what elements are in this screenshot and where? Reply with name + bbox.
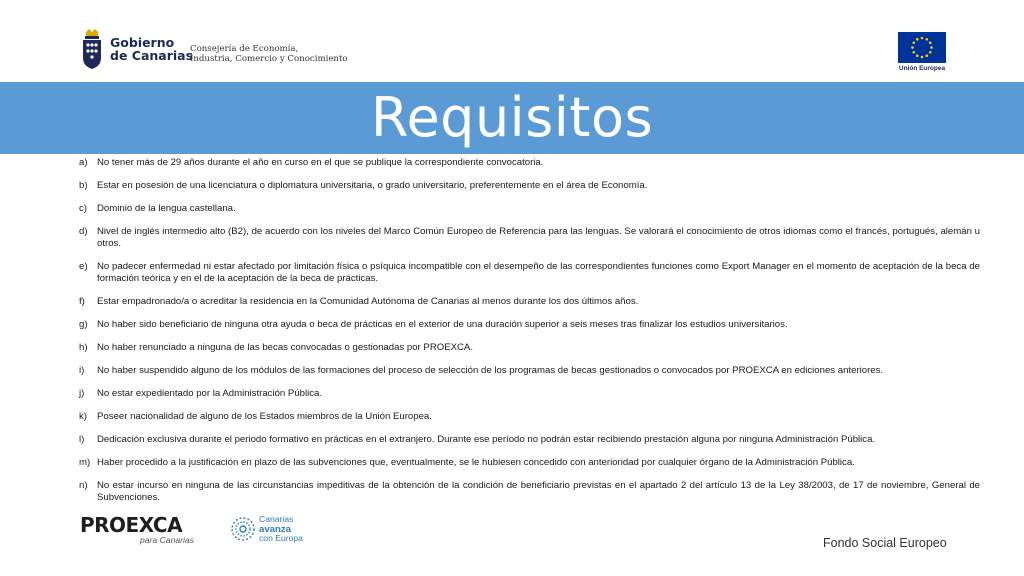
item-letter: k) <box>79 411 87 422</box>
eu-logo <box>898 32 946 72</box>
proexca-wordmark: PROEXCA <box>80 513 183 537</box>
eu-star <box>925 38 928 41</box>
item-text: Haber procedido a la justificación en plazo de las subvenciones que, eventualmente, se le hubiesen concedido con anterioridad por cualquier órgano de la Administración Pública. <box>97 457 855 468</box>
eu-star <box>916 54 919 57</box>
item-text: No estar expedientado por la Administración Pública. <box>97 388 323 399</box>
gov-name-line1: Gobierno <box>110 35 175 50</box>
eu-star <box>925 54 928 57</box>
item-text: Poseer nacionalidad de alguno de los Estados miembros de la Unión Europea. <box>97 411 432 422</box>
item-letter: n) <box>79 480 88 491</box>
item-letter: b) <box>79 180 88 191</box>
gobierno-canarias-logo <box>80 28 193 70</box>
list-item <box>79 296 980 308</box>
title-band <box>0 82 1024 154</box>
gov-dept-line2: Industria, Comercio y Conocimiento <box>190 54 348 64</box>
item-text: Estar empadronado/a o acreditar la residencia en la Comunidad Autónoma de Canarias al menos durante los dos últimos años. <box>97 296 639 307</box>
gov-name-line2: de Canarias <box>110 48 194 63</box>
item-text: No tener más de 29 años durante el año en curso en el que se publique la correspondiente convocatoria. <box>97 157 544 168</box>
item-letter: a) <box>79 157 88 168</box>
eu-star <box>921 37 924 40</box>
canarias-avanza-text <box>259 515 303 544</box>
list-item <box>79 203 980 215</box>
item-text: Estar en posesión de una licenciatura o diplomatura universitaria, o grado universitario, preferentemente en el área de Economía. <box>97 180 648 191</box>
fondo-social-europeo: Fondo Social Europeo <box>823 536 947 550</box>
eu-star <box>912 51 915 54</box>
gov-dept-line1: Consejería de Economía, <box>190 44 299 54</box>
list-item <box>79 365 980 377</box>
item-letter: e) <box>79 261 88 272</box>
eu-star <box>929 41 932 44</box>
item-text: No padecer enfermedad ni estar afectado por limitación física o psíquica incompatible con el desempeño de las correspondientes funciones como Export Manager en el momento de aceptación de la beca de formación teórica y en el de la aceptación de la beca de prácticas. <box>97 261 980 284</box>
item-letter: h) <box>79 342 88 353</box>
list-item <box>79 342 980 354</box>
item-text: Dominio de la lengua castellana. <box>97 203 236 214</box>
item-text: No haber suspendido alguno de los módulos de las formaciones del proceso de selección de los programas de becas gestionados o convocados por PROEXCA en ediciones anteriores. <box>97 365 884 376</box>
ca-line2: avanza <box>259 523 291 535</box>
item-letter: g) <box>79 319 88 330</box>
list-item <box>79 457 980 469</box>
canarias-avanza-mark-icon <box>230 516 256 542</box>
eu-star <box>912 41 915 44</box>
ca-line3: con Europa <box>259 533 303 543</box>
list-item <box>79 434 980 446</box>
list-item <box>79 319 980 331</box>
requirements-list <box>79 157 980 515</box>
list-item <box>79 411 980 423</box>
eu-star <box>921 56 924 59</box>
list-item <box>79 480 980 504</box>
item-letter: f) <box>79 296 85 307</box>
eu-star <box>929 51 932 54</box>
page-title: Requisitos <box>370 86 654 149</box>
item-text: Dedicación exclusiva durante el periodo formativo en prácticas en el extranjero. Durante ese período no podrán estar recibiendo prestación alguna por ninguna Administración Pública. <box>97 434 876 445</box>
item-text: No haber renunciado a ninguna de las becas convocadas o gestionadas por PROEXCA. <box>97 342 473 353</box>
item-letter: j) <box>79 388 85 399</box>
eu-star <box>930 46 933 49</box>
item-letter: d) <box>79 226 88 237</box>
item-letter: c) <box>79 203 87 214</box>
eu-flag-icon <box>898 32 946 63</box>
item-text: No estar incurso en ninguna de las circunstancias impeditivas de la obtención de la condición de beneficiario previstas en el apartado 2 del artículo 13 de la Ley 38/2003, de 17 de noviembre, General de Subvenciones. <box>97 480 980 503</box>
eu-star <box>916 38 919 41</box>
item-letter: l) <box>79 434 85 445</box>
item-letter: i) <box>79 365 85 376</box>
canarias-avanza-logo <box>230 515 303 544</box>
eu-star <box>911 46 914 49</box>
list-item <box>79 180 980 192</box>
list-item <box>79 388 980 400</box>
list-item <box>79 157 980 169</box>
proexca-tagline: para Canarias <box>140 535 194 545</box>
list-item <box>79 261 980 285</box>
canarias-crest-icon <box>80 28 104 70</box>
item-letter: m) <box>79 457 91 468</box>
proexca-logo <box>80 514 194 545</box>
item-text: No haber sido beneficiario de ninguna otra ayuda o beca de prácticas en el exterior de una duración superior a seis meses tras finalizar los estudios universitarios. <box>97 319 788 330</box>
ca-line1: Canarias <box>259 514 294 524</box>
item-text: Nivel de inglés intermedio alto (B2), de acuerdo con los niveles del Marco Común Europeo de Referencia para las lenguas. Se valorará el conocimiento de otros idiomas como el francés, portugués, alemán u otros. <box>97 226 980 249</box>
list-item <box>79 226 980 250</box>
eu-caption: Unión Europea <box>898 65 946 72</box>
gov-name <box>110 36 193 62</box>
gov-department <box>190 44 348 64</box>
